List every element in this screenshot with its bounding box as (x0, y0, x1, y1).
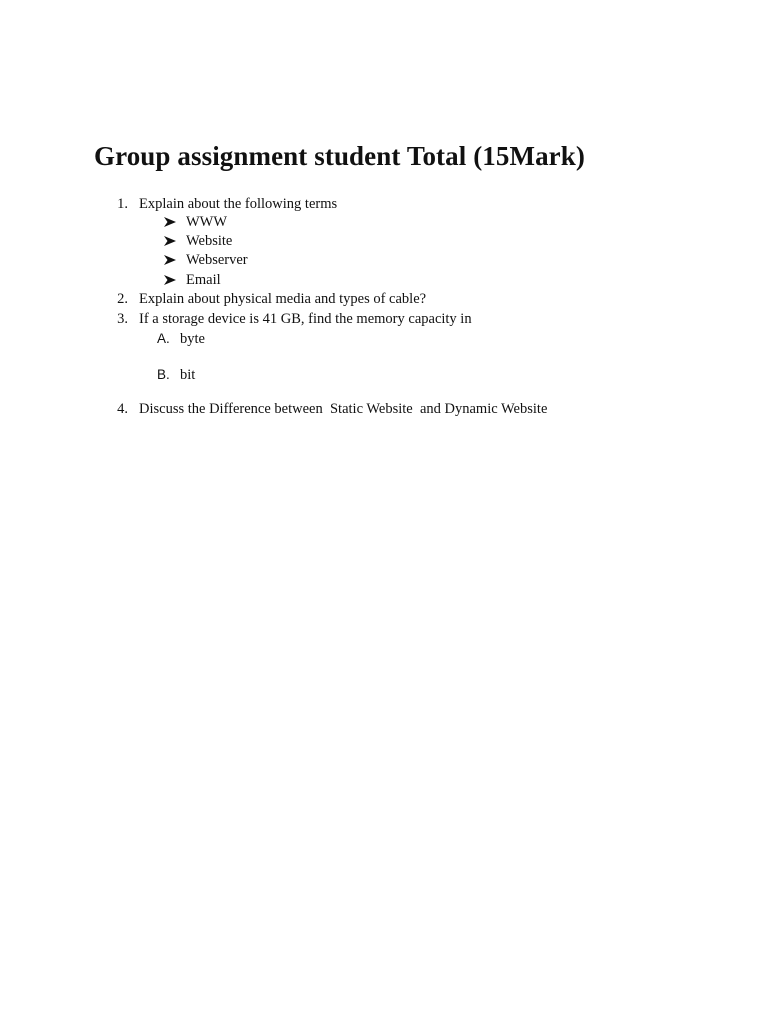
arrowhead-bullet-icon (164, 251, 178, 265)
question-2-text: Explain about physical media and types of cable? (139, 291, 427, 307)
question-3-text: If a storage device is 41 GB, find the memory capacity in (139, 311, 472, 327)
bullet-item-www: WWW (186, 214, 228, 230)
question-1-number: 1. (117, 196, 128, 212)
sub-item-a-letter: A. (157, 331, 170, 346)
sub-item-b-letter: B. (157, 367, 170, 382)
question-3-number: 3. (117, 311, 128, 327)
sub-item-b-text: bit (180, 367, 196, 383)
bullet-item-website: Website (186, 233, 233, 249)
bullet-item-email: Email (186, 272, 221, 288)
question-4-number: 4. (117, 401, 128, 417)
arrowhead-bullet-icon (164, 232, 178, 246)
question-2-number: 2. (117, 291, 128, 307)
sub-item-a-text: byte (180, 331, 205, 347)
question-4-text: Discuss the Difference between Static Website and Dynamic Website (139, 401, 548, 417)
page-title: Group assignment student Total (15Mark) (94, 141, 585, 171)
bullet-item-webserver: Webserver (186, 252, 248, 268)
arrowhead-bullet-icon (164, 213, 178, 227)
question-1-text: Explain about the following terms (139, 196, 338, 212)
arrowhead-bullet-icon (164, 271, 178, 285)
